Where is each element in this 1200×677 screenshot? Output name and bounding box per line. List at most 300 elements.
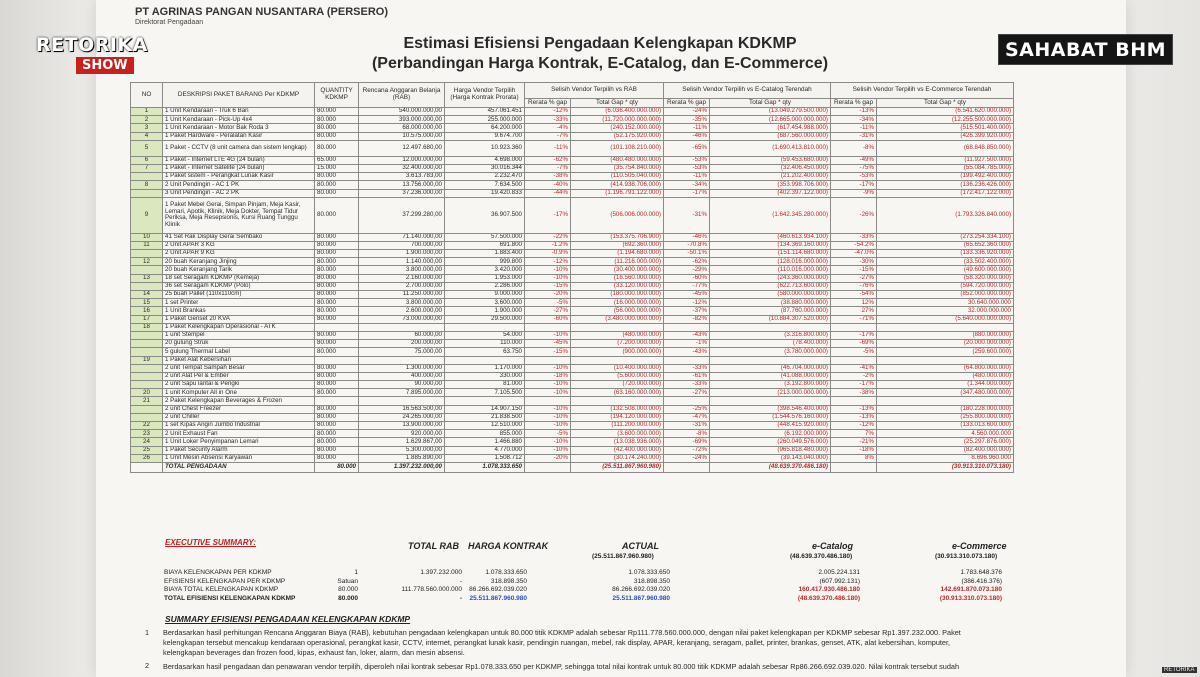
cell-g2: (687.560.000.000) (710, 132, 831, 140)
cell-desc: 2 unit Alat Pel & Ember (163, 372, 315, 380)
cell-qty: 80.000 (315, 282, 359, 290)
table-row (131, 364, 1014, 372)
cell-g1: (900.000.000) (571, 348, 664, 356)
table-body (131, 108, 1014, 473)
header-rerata-1: Rerata % gap (525, 99, 571, 108)
table-row (131, 140, 1014, 156)
header-qty: QUANTITY KDKMP (315, 83, 359, 108)
cell-rab: 2.160.000,00 (359, 274, 445, 282)
cell-qty: 80.000 (315, 348, 359, 356)
cell-p3: -2% (831, 372, 877, 380)
cell-g3: (480.000.000) (877, 372, 1014, 380)
cell-rab: 60.000,00 (359, 331, 445, 339)
table-row (131, 197, 1014, 233)
cell-p1: -60% (525, 315, 571, 323)
cell-g1: (506.006.000.000) (571, 197, 664, 233)
cell-no: 10 (131, 233, 163, 241)
cell-vendor: 691.800 (445, 241, 525, 249)
cell-qty: 80.000 (315, 315, 359, 323)
cell-p3: 8% (831, 454, 877, 462)
cell-vendor: 7.105.500 (445, 389, 525, 397)
cell-no (131, 340, 163, 348)
cell-vendor: 457.061.451 (445, 108, 525, 116)
exec-actual: 86.266.692.039.020 (612, 586, 670, 594)
cell-rab: 10.575.000,00 (359, 132, 445, 140)
cell-p2: -62% (664, 258, 710, 266)
cell-p3: -26% (831, 197, 877, 233)
cell-p1: -10% (525, 274, 571, 282)
retorika-show-logo (36, 34, 148, 74)
cell-p2: -46% (664, 233, 710, 241)
cell-p3: -8% (831, 140, 877, 156)
cell-p1: -22% (525, 233, 571, 241)
cell-vendor: 2.286.000 (445, 282, 525, 290)
exec-unit: 1 (354, 569, 358, 576)
cell-g2: (3.192.800.000) (710, 381, 831, 389)
cell-desc: 1 Unit Kendaraan - Motor Bak Roda 3 (163, 124, 315, 132)
exec-ecat: 2.005.224.131 (818, 569, 860, 576)
cell-desc: 41 Set Rak Display Gerai Sembako (163, 233, 315, 241)
table-row (131, 389, 1014, 397)
cell-rab (359, 397, 445, 405)
cell-g1: (30.174.240.000) (571, 454, 664, 462)
cell-p1: -10% (525, 413, 571, 421)
cell-rab: 2.700.000,00 (359, 282, 445, 290)
cell-desc: 1 Unit Loker Penyimpanan Lemari (163, 438, 315, 446)
cell-qty (315, 323, 359, 331)
cell-p1: -10% (525, 389, 571, 397)
cell-vendor: 36.907.500 (445, 197, 525, 233)
exec-unit: Satuan (337, 577, 358, 585)
cell-p3: -54% (831, 291, 877, 299)
cell-p3: -34% (831, 116, 877, 124)
cell-g2 (710, 397, 831, 405)
table-row (131, 108, 1014, 116)
cell-g1: (13.038.936.000) (571, 438, 664, 446)
cell-rab: 16.563.500,00 (359, 405, 445, 413)
cell-p2: -24% (664, 108, 710, 116)
cell-p2: -77% (664, 282, 710, 290)
cell-g2: (78.400.000) (710, 340, 831, 348)
cell-g1 (571, 397, 664, 405)
total-p2 (664, 462, 710, 472)
executive-summary-title: EXECUTIVE SUMMARY: (165, 538, 256, 547)
exec-kontrak: 25.511.867.960.980 (469, 595, 527, 603)
table-row (131, 181, 1014, 189)
cell-g2: (965.818.480.000) (710, 446, 831, 454)
table-row (131, 173, 1014, 181)
cell-no (131, 364, 163, 372)
cell-p3: -71% (831, 315, 877, 323)
header-no: NO (131, 83, 163, 108)
cell-g3: (172.417.122.000) (877, 189, 1014, 197)
cell-desc: 2 unit Tempat Sampah Besar (163, 364, 315, 372)
cell-g3: (136.236.426.000) (877, 181, 1014, 189)
cell-p3: -9% (831, 189, 877, 197)
cell-p3: 7% (831, 430, 877, 438)
cell-g3: (33.502.400.000) (877, 258, 1014, 266)
cell-g2: (1.544.576.160.000) (710, 413, 831, 421)
cell-no: 21 (131, 397, 163, 405)
cell-no: 5 (131, 140, 163, 156)
cell-desc: 36 set Seragam KDKMP (Polo) (163, 282, 315, 290)
cell-qty: 80.000 (315, 173, 359, 181)
cell-p1: -10% (525, 331, 571, 339)
cell-g2: (1.690.413.810.000) (710, 140, 831, 156)
cell-no: 11 (131, 241, 163, 249)
cell-g1: (10.400.000.000) (571, 364, 664, 372)
cell-g2: (260.049.576.000) (710, 438, 831, 446)
cell-no: 16 (131, 307, 163, 315)
cell-vendor: 3.600.000 (445, 299, 525, 307)
cell-qty: 80.000 (315, 189, 359, 197)
cell-no: 12 (131, 258, 163, 266)
exec-label: BIAYA KELENGKAPAN PER KDKMP (164, 569, 272, 576)
cell-vendor: 19.420.833 (445, 189, 525, 197)
cell-desc: 1 Paket - Internet Satelite (24 bulan) (163, 164, 315, 172)
cell-vendor: 21.838.500 (445, 413, 525, 421)
cell-p1: -1.2% (525, 241, 571, 249)
cell-p3: -13% (831, 108, 877, 116)
cell-p3: -11% (831, 124, 877, 132)
cell-p1: -10% (525, 405, 571, 413)
cell-p2: -33% (664, 381, 710, 389)
cell-qty: 65.000 (315, 156, 359, 164)
cell-desc: 20 gulung Struk (163, 340, 315, 348)
cell-p2: -69% (664, 438, 710, 446)
cell-g3 (877, 356, 1014, 364)
cell-qty: 80.000 (315, 422, 359, 430)
cell-desc: 2 Paket Kelengkapan Beverages & Frozen (163, 397, 315, 405)
cell-desc: 1 Paket Alat Kebersihan (163, 356, 315, 364)
cell-rab: 32.400.000,00 (359, 164, 445, 172)
cell-qty: 80.000 (315, 446, 359, 454)
cell-p2: -33% (664, 364, 710, 372)
cell-desc: 2 Unit Pendingin - AC 1 PK (163, 181, 315, 189)
cell-g1: (132.508.000.000) (571, 405, 664, 413)
cell-g3: (1.793.326.840.000) (877, 197, 1014, 233)
cell-no (131, 282, 163, 290)
cell-p3: -13% (831, 405, 877, 413)
table-row (131, 323, 1014, 331)
cell-p2: -53% (664, 164, 710, 172)
cell-vendor: 4.698.000 (445, 156, 525, 164)
cell-g3 (877, 323, 1014, 331)
cell-p3 (831, 323, 877, 331)
cell-g3: (880.000.000) (877, 331, 1014, 339)
table-row (131, 266, 1014, 274)
cell-rab: 393.000.000,00 (359, 116, 445, 124)
cell-g1: (110.505.040.000) (571, 173, 664, 181)
cell-p1: -20% (525, 454, 571, 462)
cell-p3: -69% (831, 340, 877, 348)
cell-vendor: 3.420.000 (445, 266, 525, 274)
exec-label: EFISIENSI KELENGKAPAN PER KDKMP (164, 577, 286, 585)
table-row (131, 291, 1014, 299)
cell-g1: (1.196.791.122.000) (571, 189, 664, 197)
cell-g2: (213.000.000.000) (710, 389, 831, 397)
cell-no (131, 381, 163, 389)
cell-g1: (101.108.210.000) (571, 140, 664, 156)
table-row (131, 274, 1014, 282)
cell-g2: (110.016.000.000) (710, 266, 831, 274)
cell-rab: 37.299.280,00 (359, 197, 445, 233)
cell-g3: (594.720.000.000) (877, 282, 1014, 290)
cell-desc: 1 Paket - CCTV (8 unit camera dan sistem lengkap) (163, 140, 315, 156)
cell-g2: (580.000.000.000) (710, 291, 831, 299)
cell-g3: (12.255.500.000.000) (877, 116, 1014, 124)
cell-g3: (49.600.000.000) (877, 266, 1014, 274)
cell-desc: 2 unit Chest Freezer (163, 405, 315, 413)
cell-rab: 700.000,00 (359, 241, 445, 249)
cell-desc: 1 set Kipas Angin Jumbo Industrial (163, 422, 315, 430)
cell-p3: -75% (831, 164, 877, 172)
cell-qty: 80.000 (315, 372, 359, 380)
cell-p2: -50.1% (664, 250, 710, 258)
cell-qty: 15.000 (315, 164, 359, 172)
cell-no (131, 413, 163, 421)
cell-no (131, 372, 163, 380)
procurement-table (130, 82, 1014, 473)
cell-g2: (134.369.160.000) (710, 241, 831, 249)
cell-no: 23 (131, 430, 163, 438)
cell-g1: (5.600.000.000) (571, 372, 664, 380)
cell-qty: 80.000 (315, 181, 359, 189)
exec-header-harga-kontrak: HARGA KONTRAK (468, 541, 549, 551)
cell-vendor: 999.800 (445, 258, 525, 266)
cell-g2: (87.760.000.000) (710, 307, 831, 315)
cell-g3: (5.640.000.000.000) (877, 315, 1014, 323)
cell-p3: -13% (831, 413, 877, 421)
cell-g2: (39.143.040.000) (710, 454, 831, 462)
table-row (131, 189, 1014, 197)
cell-g2: (622.713.600.000) (710, 282, 831, 290)
cell-p2: -37% (664, 307, 710, 315)
cell-p2: -46% (664, 132, 710, 140)
cell-vendor: 1.508.712 (445, 454, 525, 462)
cell-qty: 80.000 (315, 454, 359, 462)
exec-header-actual: ACTUAL (622, 541, 659, 551)
header-rerata-2: Rerata % gap (664, 99, 710, 108)
cell-g1: (240.152.000.000) (571, 124, 664, 132)
summary-title: SUMMARY EFISIENSI PENGADAAN KELENGKAPAN KDKMP (165, 614, 411, 624)
total-qty: 80.000 (315, 462, 359, 472)
cell-p2: -35% (664, 116, 710, 124)
cell-g3: (58.320.000.000) (877, 274, 1014, 282)
exec-unit: 80.000 (338, 586, 358, 594)
cell-p2: -8% (664, 430, 710, 438)
cell-p1: -15% (525, 348, 571, 356)
cell-p3: -15% (831, 266, 877, 274)
cell-desc: 1 unit Stempel (163, 331, 315, 339)
cell-rab: 12.497.680,00 (359, 140, 445, 156)
cell-qty: 80.000 (315, 116, 359, 124)
cell-no (131, 173, 163, 181)
total-g1: (25.511.867.960.980) (571, 462, 664, 472)
cell-desc: 1 Unit Mesin Absensi Karyawan (163, 454, 315, 462)
cell-g1: (194.120.000.000) (571, 413, 664, 421)
cell-g3: (133.013.600.000) (877, 422, 1014, 430)
table-row (131, 250, 1014, 258)
cell-p2: -82% (664, 315, 710, 323)
cell-p3: -21% (831, 438, 877, 446)
cell-g1: (6.036.400.000.000) (571, 108, 664, 116)
cell-qty: 80.000 (315, 299, 359, 307)
cell-desc: 18 set Seragam KDKMP (Kemeja) (163, 274, 315, 282)
table-row (131, 340, 1014, 348)
exec-actual-subtotal: (25.511.867.960.980) (592, 553, 654, 560)
cell-no: 9 (131, 197, 163, 233)
cell-vendor (445, 397, 525, 405)
cell-g1: (7.200.000.000) (571, 340, 664, 348)
cell-no: 19 (131, 356, 163, 364)
cell-p1: -44% (525, 189, 571, 197)
table-row (131, 241, 1014, 249)
total-no (131, 462, 163, 472)
cell-g1: (692.360.000) (571, 241, 664, 249)
cell-vendor: 63.750 (445, 348, 525, 356)
cell-p3: -38% (831, 389, 877, 397)
cell-p2 (664, 356, 710, 364)
cell-no: 7 (131, 164, 163, 172)
cell-qty: 80.000 (315, 307, 359, 315)
cell-p3 (831, 356, 877, 364)
cell-g1: (3.600.000.000) (571, 430, 664, 438)
cell-no: 26 (131, 454, 163, 462)
cell-desc: 1 set Printer (163, 299, 315, 307)
cell-g2: (398.546.400.000) (710, 405, 831, 413)
cell-vendor: 110.000 (445, 340, 525, 348)
exec-ecom: 142.691.870.073.180 (940, 586, 1002, 594)
cell-p1: -10% (525, 446, 571, 454)
table-total-row (131, 462, 1014, 472)
company-name: PT AGRINAS PANGAN NUSANTARA (PERSERO) (135, 6, 389, 18)
cell-g2: (6.192.000.000) (710, 430, 831, 438)
cell-g3: (515.501.400.000) (877, 124, 1014, 132)
exec-label: BIAYA TOTAL KELENGKAPAN KDKMP (164, 586, 279, 594)
cell-rab: 68.000.000,00 (359, 124, 445, 132)
cell-p2: -45% (664, 291, 710, 299)
cell-qty (315, 356, 359, 364)
cell-p1: -11% (525, 140, 571, 156)
cell-g1: (30.400.000.000) (571, 266, 664, 274)
cell-no: 2 (131, 116, 163, 124)
cell-p2: -47% (664, 413, 710, 421)
cell-p1: -0.9% (525, 250, 571, 258)
cell-vendor: 30.016.344 (445, 164, 525, 172)
table-row (131, 430, 1014, 438)
paragraph-1-line-1: Berdasarkan hasil perhitungan Rencana Anggaran Biaya (RAB), kebutuhan pengadaan kelengkapan untuk 80.000 titik KDKMP adalah sebesar Rp111.778.560.000.000, dengan nilai paket kelengkapan per KDKMP sebesar Rp1.397.232.000. Paket (163, 628, 961, 637)
table-row (131, 356, 1014, 364)
table-row (131, 372, 1014, 380)
cell-g1: (16.000.000.000) (571, 299, 664, 307)
total-p3 (831, 462, 877, 472)
exec-header-total-rab: TOTAL RAB (408, 541, 459, 551)
cell-p3: -54.2% (831, 241, 877, 249)
cell-g3: (259.600.000) (877, 348, 1014, 356)
cell-g1: (11.216.000.000) (571, 258, 664, 266)
cell-desc: 5 gulung Thermal Label (163, 348, 315, 356)
cell-p3: -53% (831, 173, 877, 181)
cell-p2: -12% (664, 299, 710, 307)
table-row (131, 422, 1014, 430)
cell-g3: (68.848.850.000) (877, 140, 1014, 156)
cell-qty: 80.000 (315, 340, 359, 348)
cell-vendor: 1.466.880 (445, 438, 525, 446)
cell-vendor: 1.900.000 (445, 307, 525, 315)
table-row (131, 348, 1014, 356)
cell-g2: (353.998.706.000) (710, 181, 831, 189)
directorate-name: Direktorat Pengadaan (135, 19, 204, 26)
cell-vendor: 12.510.000 (445, 422, 525, 430)
cell-no: 15 (131, 299, 163, 307)
header-gap-rab: Selisih Vendor Terpilih vs RAB (525, 83, 664, 99)
cell-p3: 27% (831, 307, 877, 315)
exec-rab: 1.397.232.000 (420, 569, 462, 576)
cell-p2: -25% (664, 405, 710, 413)
total-g2: (48.639.370.486.180) (710, 462, 831, 472)
cell-g1: (1.194.680.000) (571, 250, 664, 258)
retorika-corner-logo: RETORIKA (1164, 667, 1195, 673)
cell-p1 (525, 356, 571, 364)
cell-p3: -12% (831, 422, 877, 430)
cell-qty: 80.000 (315, 438, 359, 446)
cell-no: 20 (131, 389, 163, 397)
exec-ecom: (30.913.310.073.180) (939, 595, 1002, 603)
cell-g2: (46.704.000.000) (710, 364, 831, 372)
cell-desc: 3 Unit Pendingin - AC 2 PK (163, 189, 315, 197)
cell-vendor: 7.634.500 (445, 181, 525, 189)
cell-p2: -17% (664, 189, 710, 197)
cell-g3: (255.800.000.000) (877, 413, 1014, 421)
cell-g1: (33.120.000.000) (571, 282, 664, 290)
cell-qty: 80.000 (315, 132, 359, 140)
cell-p1: -15% (525, 282, 571, 290)
exec-rab: - (459, 595, 462, 603)
cell-p2: -70.8% (664, 241, 710, 249)
table-row (131, 315, 1014, 323)
cell-p1 (525, 397, 571, 405)
cell-qty (315, 397, 359, 405)
cell-qty: 80.000 (315, 331, 359, 339)
cell-desc: 1 Unit Brankas (163, 307, 315, 315)
cell-no: 22 (131, 422, 163, 430)
cell-desc: 2 Unit APAR 9 KG (163, 250, 315, 258)
table-row (131, 331, 1014, 339)
table-row (131, 258, 1014, 266)
cell-rab: 13.900.000,00 (359, 422, 445, 430)
exec-label: TOTAL EFISIENSI KELENGKAPAN KDKMP (164, 595, 296, 603)
cell-no (131, 405, 163, 413)
exec-rab: 111.778.560.000.000 (401, 586, 462, 594)
table-row (131, 438, 1014, 446)
cell-g1 (571, 356, 664, 364)
cell-p3: -18% (831, 446, 877, 454)
cell-g1: (180.000.000.000) (571, 291, 664, 299)
cell-p1: -12% (525, 108, 571, 116)
cell-p2: -1% (664, 340, 710, 348)
cell-p1: -18% (525, 372, 571, 380)
cell-p3: -47.0% (831, 250, 877, 258)
paragraph-1-line-3: kelengkapan beverages dan frozen food, kipas, exhaust fan, loker, alarm, dan mesin absensi. (163, 648, 465, 657)
cell-g3: (65.652.360.000) (877, 241, 1014, 249)
cell-g2: (13.049.279.500.000) (710, 108, 831, 116)
cell-rab: 540.000.000,00 (359, 108, 445, 116)
cell-p1: -7% (525, 164, 571, 172)
document-title: Estimasi Efisiensi Pengadaan Kelengkapan KDKMP (403, 35, 797, 52)
header-gap-ecatalog: Selisih Vendor Terpilih vs E-Catalog Terendah (664, 83, 831, 99)
cell-desc: 1 Paket Mebel Gerai, Simpan Pinjam, Meja Kasir, Lemari, Apotik, Klinik, Meja Dokter, Tempat Tidur Periksa, Meja Resepsionis, Kursi Ruang Tunggu Klinik (163, 197, 315, 233)
